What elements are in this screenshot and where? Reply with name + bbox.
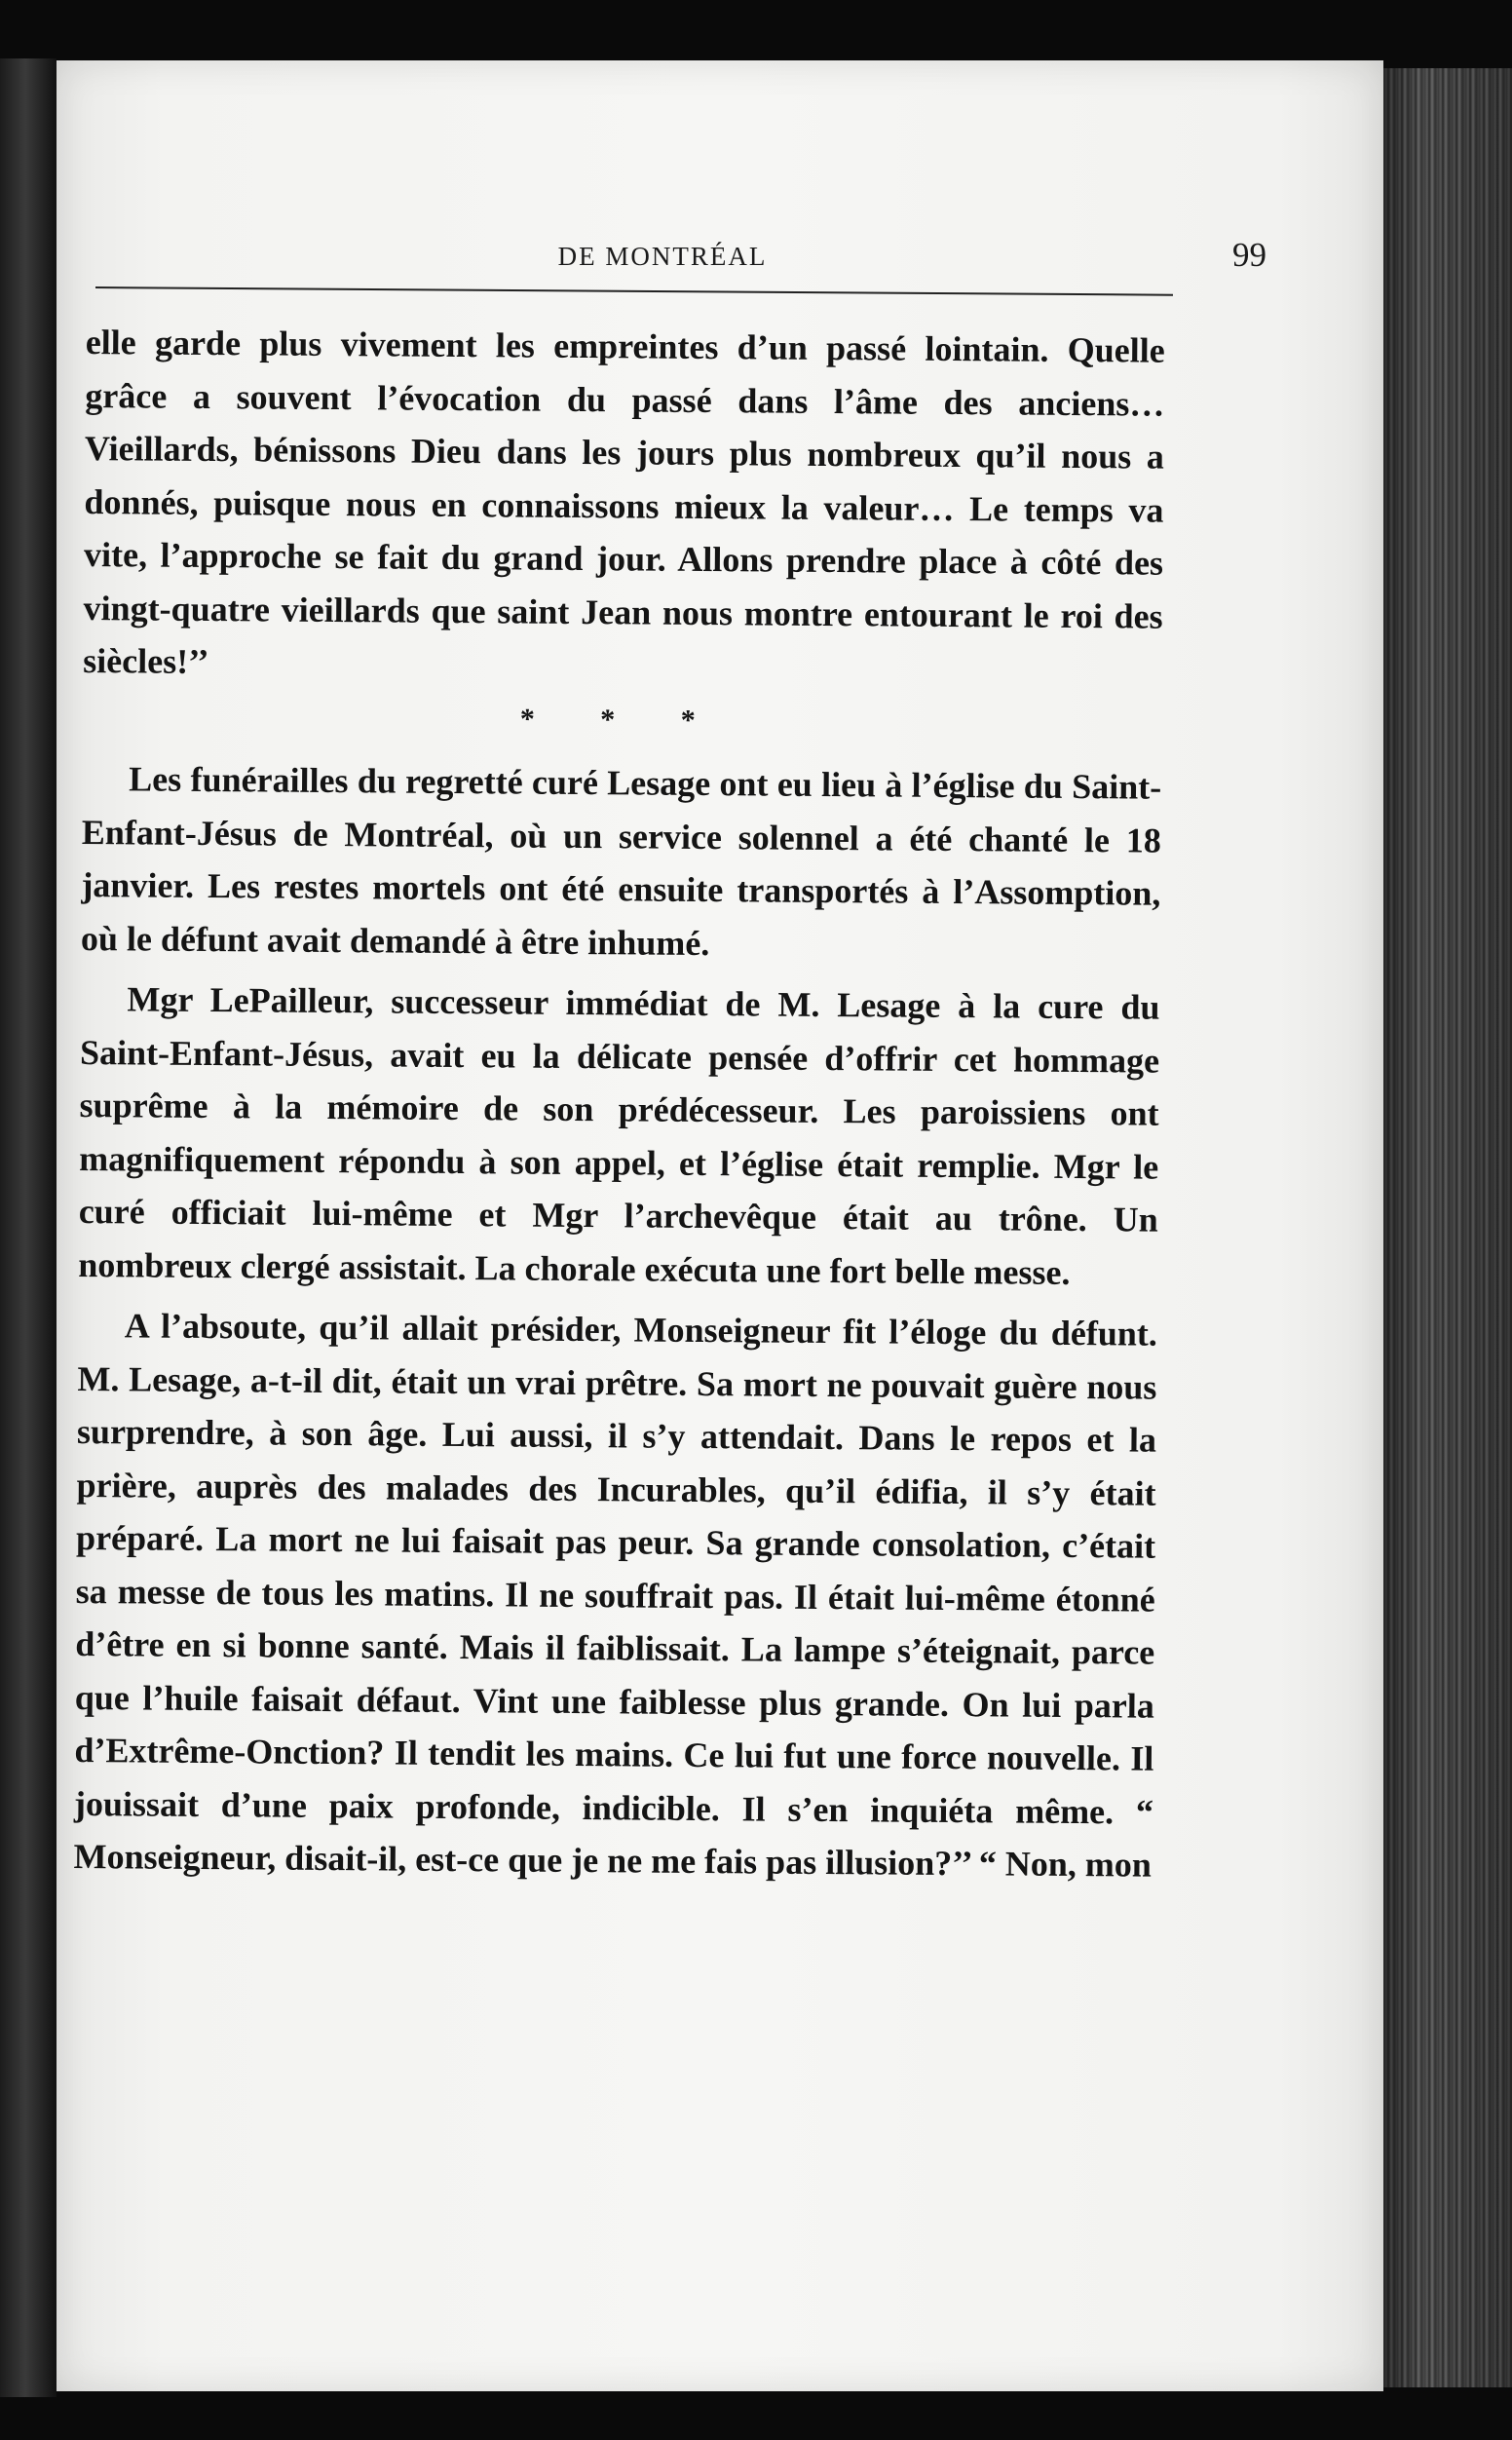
section-separator: * * *	[519, 703, 725, 737]
page-number: 99	[1232, 236, 1266, 274]
paragraph: Mgr LePailleur, successeur immédiat de M. Lesage à la cure du Saint-Enfant-Jésus, avait eu la délicate pensée d’offrir cet hommage suprême à la mémoire de son prédécesseur. Les paroissiens ont magnifiquement répondu à son appel, et l’église était remplie. Mgr le curé officiait lui-même et Mgr l’archevêque était au trône. Un nombreux clergé assistait. La chorale exécuta une fort belle messe.	[78, 979, 1160, 1292]
page-header	[95, 236, 1266, 294]
body-text	[73, 316, 1165, 1891]
page-edges	[1383, 68, 1512, 2387]
page-sheet	[57, 60, 1383, 2391]
paragraph: elle garde plus vivement les empreintes d’un passé lointain. Quelle grâce a souvent l’évocation du passé dans l’âme des anciens… Vieillards, bénissons Dieu dans les jours plus nombreux qu’il nous a donnés, puisque nous en connaissons mieux la valeur… Le temps va vite, l’approche se fait du grand jour. Allons prendre place à côté des vingt-quatre vieillards que saint Jean nous montre entourant le roi des siècles!’’	[83, 322, 1165, 682]
running-head: DE MONTRÉAL	[557, 242, 768, 271]
book-binding	[0, 58, 57, 2397]
paragraph: A l’absoute, qu’il allait présider, Monseigneur fit l’éloge du défunt. M. Lesage, a-t-il dit, était un vrai prêtre. Sa mort ne pouvait guère nous surprendre, à son âge. Lui aussi, il s’y attendait. Dans le repos et la prière, auprès des malades des Incurables, qu’il édifia, il s’y était préparé. La mort ne lui faisait pas peur. Sa grande consolation, c’était sa messe de tous les matins. Il ne souffrait pas. Il était lui-même étonné d’être en si bonne santé. Mais il faiblissait. La lampe s’éteignait, parce que l’huile faisait défaut. Vint une faiblesse plus grande. On lui parla d’Extrême-Onction? Il tendit les mains. Ce lui fut une force nouvelle. Il jouissait d’une paix profonde, indicible. Il s’en inquiéta même. “ Monseigneur, disait-il, est-ce que je ne me fais pas illusion?’’ “ Non, mon	[73, 1306, 1157, 1885]
paragraph: Les funérailles du regretté curé Lesage ont eu lieu à l’église du Saint-Enfant-Jésus de Montréal, où un service solennel a été chanté le 18 janvier. Les restes mortels ont été ensuite transportés à l’Assomption, où le défunt avait demandé à être inhumé.	[80, 759, 1162, 963]
